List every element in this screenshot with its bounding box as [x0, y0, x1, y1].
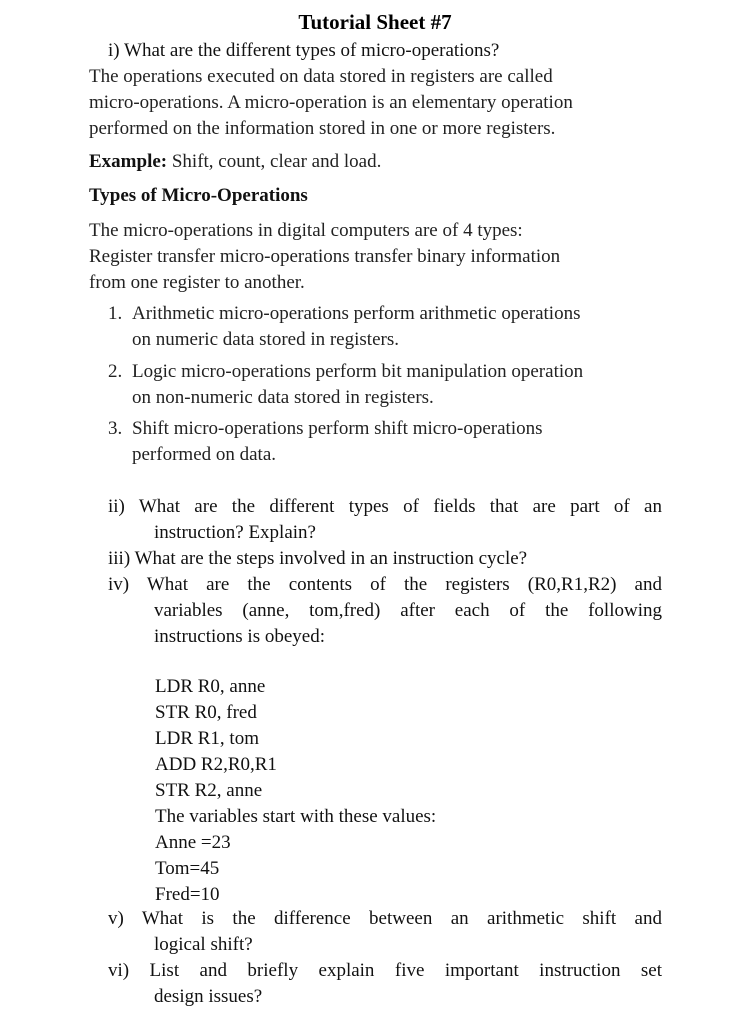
example-text: Shift, count, clear and load. [167, 151, 382, 172]
question-1-heading: i) What are the different types of micro-operations? [108, 40, 500, 61]
variable-value: Anne =23 [155, 832, 231, 853]
types-intro-line: Register transfer micro-operations transfer binary information [89, 246, 561, 267]
code-line: LDR R1, tom [155, 728, 259, 749]
variable-value: Fred=10 [155, 884, 220, 905]
question-4-line: instructions is obeyed: [154, 626, 325, 647]
code-line: STR R2, anne [155, 780, 263, 801]
question-5 [108, 906, 662, 958]
list-item [108, 301, 668, 353]
question-2-line: instruction? Explain? [154, 522, 316, 543]
definition-paragraph [89, 64, 669, 142]
code-line: ADD R2,R0,R1 [155, 754, 277, 775]
question-6 [108, 958, 662, 1010]
question-3 [108, 546, 662, 572]
list-item-number: 3. [108, 418, 123, 439]
list-item [108, 359, 668, 411]
definition-line: performed on the information stored in one or more registers. [89, 118, 556, 139]
list-item [108, 416, 668, 468]
question-5-line: v) What is the difference between an arithmetic shift and [108, 908, 662, 929]
variable-value: Tom=45 [155, 858, 220, 879]
list-item-line: Shift micro-operations perform shift micro-operations [132, 418, 543, 439]
question-4 [108, 572, 662, 650]
types-intro-line: The micro-operations in digital computers are of 4 types: [89, 220, 523, 241]
types-heading: Types of Micro-Operations [89, 185, 308, 206]
question-6-line: vi) List and briefly explain five important instruction set [108, 960, 662, 981]
code-line: LDR R0, anne [155, 676, 266, 697]
list-item-line: on non-numeric data stored in registers. [132, 387, 434, 408]
question-4-line: variables (anne, tom,fred) after each of the following [154, 600, 662, 621]
types-intro-line: from one register to another. [89, 272, 305, 293]
list-item-line: on numeric data stored in registers. [132, 329, 399, 350]
list-item-line: performed on data. [132, 444, 277, 465]
list-item-number: 1. [108, 303, 123, 324]
code-block [155, 674, 436, 908]
list-item-line: Arithmetic micro-operations perform arithmetic operations [132, 303, 581, 324]
question-2-line: ii) What are the different types of fields that are part of an [108, 496, 662, 517]
question-3-line: iii) What are the steps involved in an instruction cycle? [108, 548, 528, 569]
definition-line: The operations executed on data stored in registers are called [89, 66, 553, 87]
example-label: Example: [89, 151, 168, 172]
question-5-line: logical shift? [154, 934, 253, 955]
question-2 [108, 494, 662, 546]
example-paragraph [89, 149, 669, 175]
code-line: STR R0, fred [155, 702, 257, 723]
question-4-line: iv) What are the contents of the registers (R0,R1,R2) and [108, 574, 662, 595]
list-item-line: Logic micro-operations perform bit manipulation operation [132, 361, 584, 382]
page-title: Tutorial Sheet #7 [298, 10, 452, 34]
question-6-line: design issues? [154, 986, 263, 1007]
types-intro-paragraph [89, 218, 669, 296]
start-values-label: The variables start with these values: [155, 806, 437, 827]
definition-line: micro-operations. A micro-operation is an elementary operation [89, 92, 573, 113]
list-item-number: 2. [108, 361, 123, 382]
